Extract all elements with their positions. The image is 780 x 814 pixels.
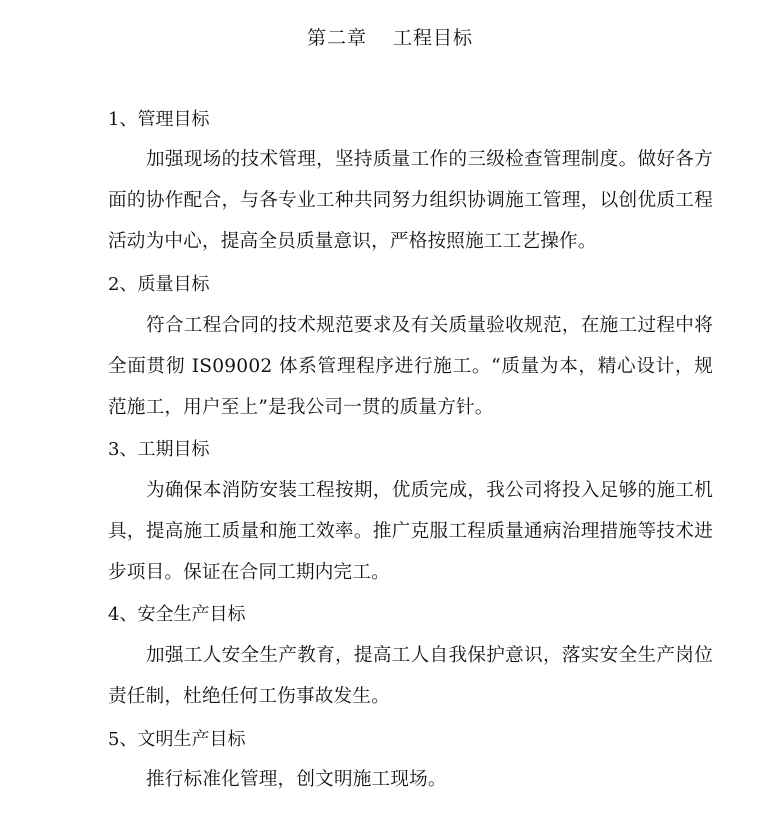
section-body-safety: 加强工人安全生产教育，提高工人自我保护意识，落实安全生产岗位责任制，杜绝任何工伤事故发生。 [108,645,713,707]
section-heading-management: 1、管理目标 [108,109,210,130]
section-heading-schedule: 3、工期目标 [108,439,210,460]
chapter-name: 工程目标 [393,27,474,49]
section-body-management: 加强现场的技术管理，坚持质量工作的三级检查管理制度。做好各方面的协作配合，与各专业工种共同努力组织协调施工管理，以创优质工程活动为中心，提高全员质量意识，严格按照施工工艺操作。 [108,149,713,252]
section-body-civilized: 推行标准化管理，创文明施工现场。 [146,769,447,790]
chapter-title [0,24,780,52]
section-heading-safety: 4、安全生产目标 [108,604,246,625]
section-body-quality: 符合工程合同的技术规范要求及有关质量验收规范，在施工过程中将全面贯彻 IS09002 体系管理程序进行施工。“质量为本，精心设计，规范施工，用户至上”是我公司一贯的质量方针。 [108,315,713,418]
section-heading-quality: 2、质量目标 [108,274,210,295]
chapter-label: 第二章 [306,27,367,49]
section-body-schedule: 为确保本消防安装工程按期，优质完成，我公司将投入足够的施工机具，提高施工质量和施工效率。推广克服工程质量通病治理措施等技术进步项目。保证在合同工期内完工。 [108,480,713,583]
section-heading-civilized: 5、文明生产目标 [108,729,246,750]
